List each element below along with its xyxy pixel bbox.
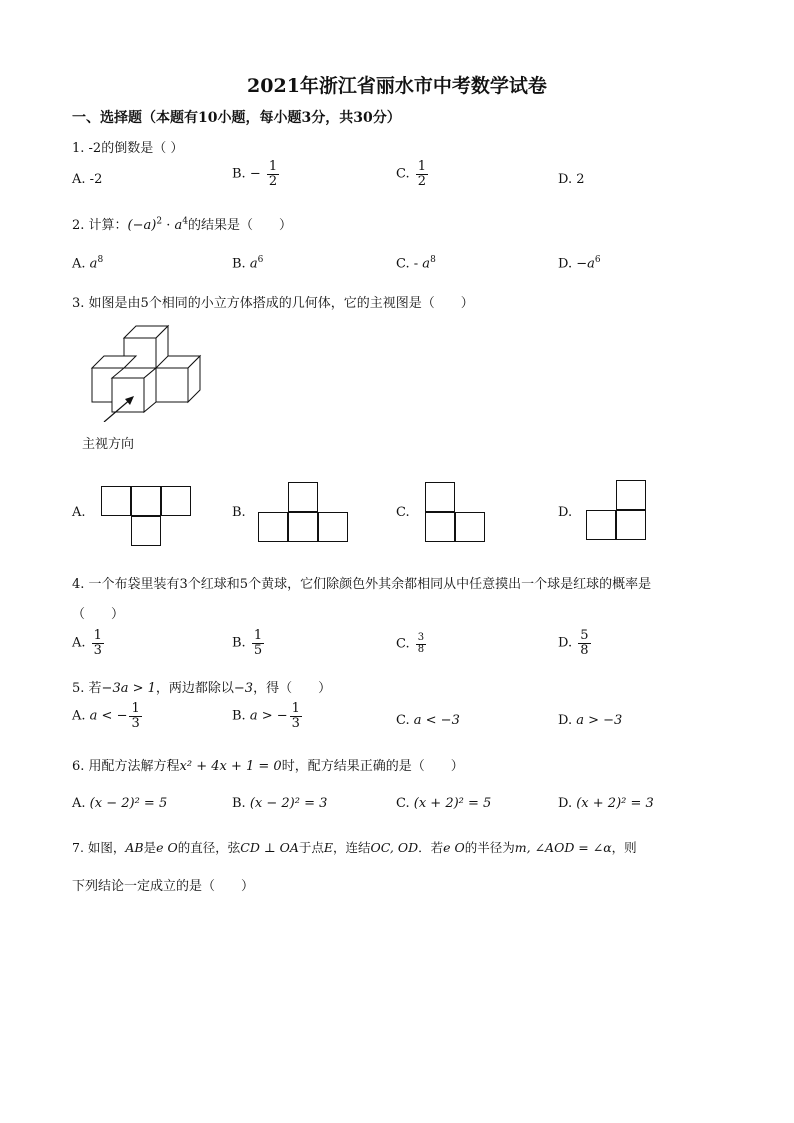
fraction: $\frac{1}{2}$ [417, 159, 427, 189]
right-cube-front-face [156, 368, 188, 402]
q3-option-d-figure[interactable] [586, 480, 648, 542]
q2-option-a[interactable]: A. $a^8$ [72, 255, 104, 272]
q3-option-a-label[interactable]: A. [72, 505, 86, 520]
q3-option-c-figure[interactable] [425, 482, 487, 544]
question-1-stem: 1. -2的倒数是（ ） [72, 141, 184, 156]
fraction: $\frac{1}{2}$ [268, 159, 278, 189]
q5-option-d[interactable]: D. a > −3 [558, 713, 623, 728]
q5-option-a[interactable]: A. a < − $\frac{1}{3}$ [72, 701, 140, 731]
q5-option-b[interactable]: B. a > − $\frac{1}{3}$ [232, 701, 300, 731]
fraction: $\frac{5}{8}$ [580, 628, 589, 658]
q2-option-d[interactable]: D. $-a^6$ [558, 255, 601, 272]
q6-option-b[interactable]: B. (x − 2)² = 3 [232, 796, 328, 811]
fraction: $\frac{1}{5}$ [253, 628, 263, 658]
question-2-stem: 2. 计算：$(-a)^2 \cdot a^4$的结果是（ ） [72, 216, 292, 233]
q6-option-d[interactable]: D. (x + 2)² = 3 [558, 796, 654, 811]
q1-option-b[interactable]: B. − $\frac{1}{2}$ [232, 159, 278, 189]
view-direction-caption: 主视方向 [82, 437, 135, 452]
q6-option-a[interactable]: A. (x − 2)² = 5 [72, 796, 168, 811]
q3-option-c-label[interactable]: C. [396, 505, 410, 520]
q2-option-c[interactable]: C. - $a^8$ [396, 255, 436, 272]
q1-option-d[interactable]: D. 2 [558, 172, 585, 187]
fraction: $\frac{1}{3}$ [291, 701, 300, 731]
top-cube-front-face [124, 338, 156, 372]
q3-option-b-label[interactable]: B. [232, 505, 246, 520]
question-6-stem: 6. 用配方法解方程x² + 4x + 1 = 0时，配方结果正确的是（ ） [72, 759, 464, 774]
q4-option-d[interactable]: D. $\frac{5}{8}$ [558, 628, 589, 658]
fraction: $\frac{1}{3}$ [93, 628, 102, 658]
page-title: 2021年浙江省丽水市中考数学试卷 [247, 75, 547, 97]
fraction: $\frac{3}{8}$ [417, 632, 425, 655]
question-4-stem-cont: （ ） [72, 607, 125, 622]
q6-option-c[interactable]: C. (x + 2)² = 5 [396, 796, 492, 811]
section-heading: 一、选择题（本题有10小题，每小题3分，共30分） [72, 110, 401, 126]
q3-option-d-label[interactable]: D. [558, 505, 573, 520]
q4-option-b[interactable]: B. $\frac{1}{5}$ [232, 628, 263, 658]
cube-solid-figure [84, 322, 204, 422]
q4-option-c[interactable]: C. $\frac{3}{8}$ [396, 632, 425, 655]
question-7-stem-line1: 7. 如图，AB是e O的直径，弦CD ⊥ OA于点E，连结OC, OD．若e O的半径为m, ∠AOD = ∠α，则 [72, 840, 637, 855]
q4-option-a[interactable]: A. $\frac{1}{3}$ [72, 628, 102, 658]
q2-option-b[interactable]: B. $a^6$ [232, 255, 264, 272]
q5-option-c[interactable]: C. a < −3 [396, 713, 460, 728]
q3-option-b-figure[interactable] [258, 482, 350, 544]
question-4-stem: 4. 一个布袋里装有3个红球和5个黄球，它们除颜色外其余都相同从中任意摸出一个球是红球的概率是 [72, 577, 652, 592]
q3-option-a-figure[interactable] [101, 486, 193, 548]
question-7-stem-line2: 下列结论一定成立的是（ ） [72, 879, 255, 894]
question-3-stem: 3. 如图是由5个相同的小立方体搭成的几何体，它的主视图是（ ） [72, 296, 474, 311]
fraction: $\frac{1}{3}$ [131, 701, 140, 731]
question-5-stem: 5. 若−3a > 1，两边都除以−3，得（ ） [72, 681, 332, 696]
front-cube-front-face [112, 378, 144, 412]
q1-option-c[interactable]: C. $\frac{1}{2}$ [396, 159, 427, 189]
q1-option-a[interactable]: A. -2 [72, 172, 103, 187]
